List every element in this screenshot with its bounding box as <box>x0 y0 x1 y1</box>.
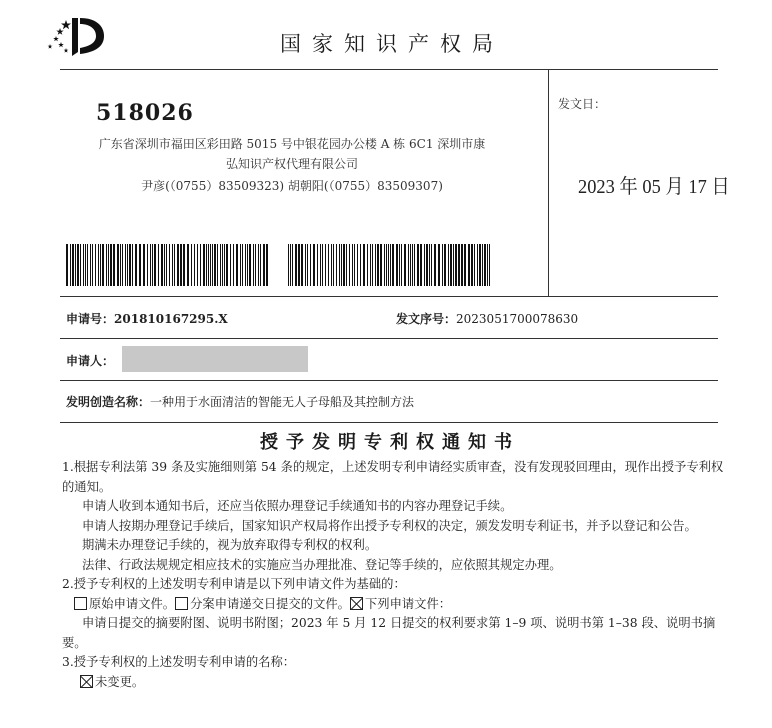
address-bottom-divider <box>60 296 718 297</box>
dispatch-number: 2023051700078630 <box>456 312 579 326</box>
checkbox-name-unchanged[interactable] <box>80 675 93 688</box>
option-original-files: 原始申请文件。 <box>89 596 176 611</box>
postal-code: 518026 <box>96 100 194 126</box>
appno-bottom-divider <box>60 338 718 339</box>
dispatch-number-row <box>396 310 578 327</box>
office-title: 国家知识产权局 <box>280 32 504 56</box>
application-number: 201810167295.X <box>114 312 228 326</box>
notice-body <box>62 458 726 692</box>
paragraph-4: 期满未办理登记手续的，视为放弃取得专利权的权利。 <box>82 538 378 552</box>
applicant-bottom-divider <box>60 380 718 381</box>
checkbox-original-files[interactable] <box>74 597 87 610</box>
paragraph-2: 申请人收到本通知书后，还应当依照办理登记手续通知书的内容办理登记手续。 <box>82 499 513 513</box>
paragraph-7: 申请日提交的摘要附图、说明书附图；2023 年 5 月 12 日提交的权利要求第 1–9 项、说明书第 1–38 段、说明书摘要。 <box>62 616 716 650</box>
paragraph-1: 1.根据专利法第 39 条及实施细则第 54 条的规定，上述发明专利申请经实质审查，没有发现驳回理由，现作出授予专利权的通知。 <box>62 460 724 494</box>
application-number-label: 申请号： <box>66 312 115 326</box>
applicant-redacted-block <box>122 346 308 372</box>
paragraph-3: 申请人按期办理登记手续后，国家知识产权局将作出授予专利权的决定，颁发发明专利证书，并予以登记和公告。 <box>82 518 697 533</box>
paragraph-6: 2.授予专利权的上述发明专利申请是以下列申请文件为基础的： <box>62 577 406 591</box>
option-following-files: 下列申请文件： <box>364 596 452 611</box>
date-column-divider <box>548 69 549 297</box>
notice-title: 授予发明专利权通知书 <box>260 432 520 453</box>
invention-name-label: 发明创造名称： <box>66 395 151 409</box>
applicant-row <box>66 352 114 369</box>
agent-contacts: 尹彦(（0755）83509323) 胡朝阳(（0755）83509307) <box>141 179 443 193</box>
invention-bottom-divider <box>60 422 718 423</box>
checkbox-following-files[interactable] <box>350 597 363 610</box>
name-options <box>62 673 726 693</box>
header-divider <box>60 69 718 70</box>
send-date-value: 2023 年 05 月 17 日 <box>578 176 730 198</box>
barcode-left <box>66 244 270 286</box>
checkbox-divisional-files[interactable] <box>175 597 188 610</box>
invention-name-row <box>66 393 414 410</box>
invention-name: 一种用于水面清洁的智能无人子母船及其控制方法 <box>150 395 415 409</box>
option-divisional-files: 分案申请递交日提交的文件。 <box>190 596 350 611</box>
paragraph-5: 法律、行政法规规定相应技术的实施应当办理批准、登记等手续的，应依照其规定办理。 <box>82 557 562 572</box>
address-line-2: 弘知识产权代理有限公司 <box>225 157 358 171</box>
option-name-unchanged: 未变更。 <box>95 674 145 689</box>
barcode-right <box>288 244 492 286</box>
address-line-1: 广东省深圳市福田区彩田路 5015 号中银花园办公楼 A 栋 6C1 深圳市康 <box>98 137 486 151</box>
basis-options <box>62 595 726 615</box>
applicant-label: 申请人： <box>66 354 115 368</box>
application-number-row <box>66 310 228 327</box>
dispatch-number-label: 发文序号： <box>396 312 457 326</box>
send-date-label: 发文日： <box>558 97 607 111</box>
paragraph-8: 3.授予专利权的上述发明专利申请的名称： <box>62 655 296 669</box>
